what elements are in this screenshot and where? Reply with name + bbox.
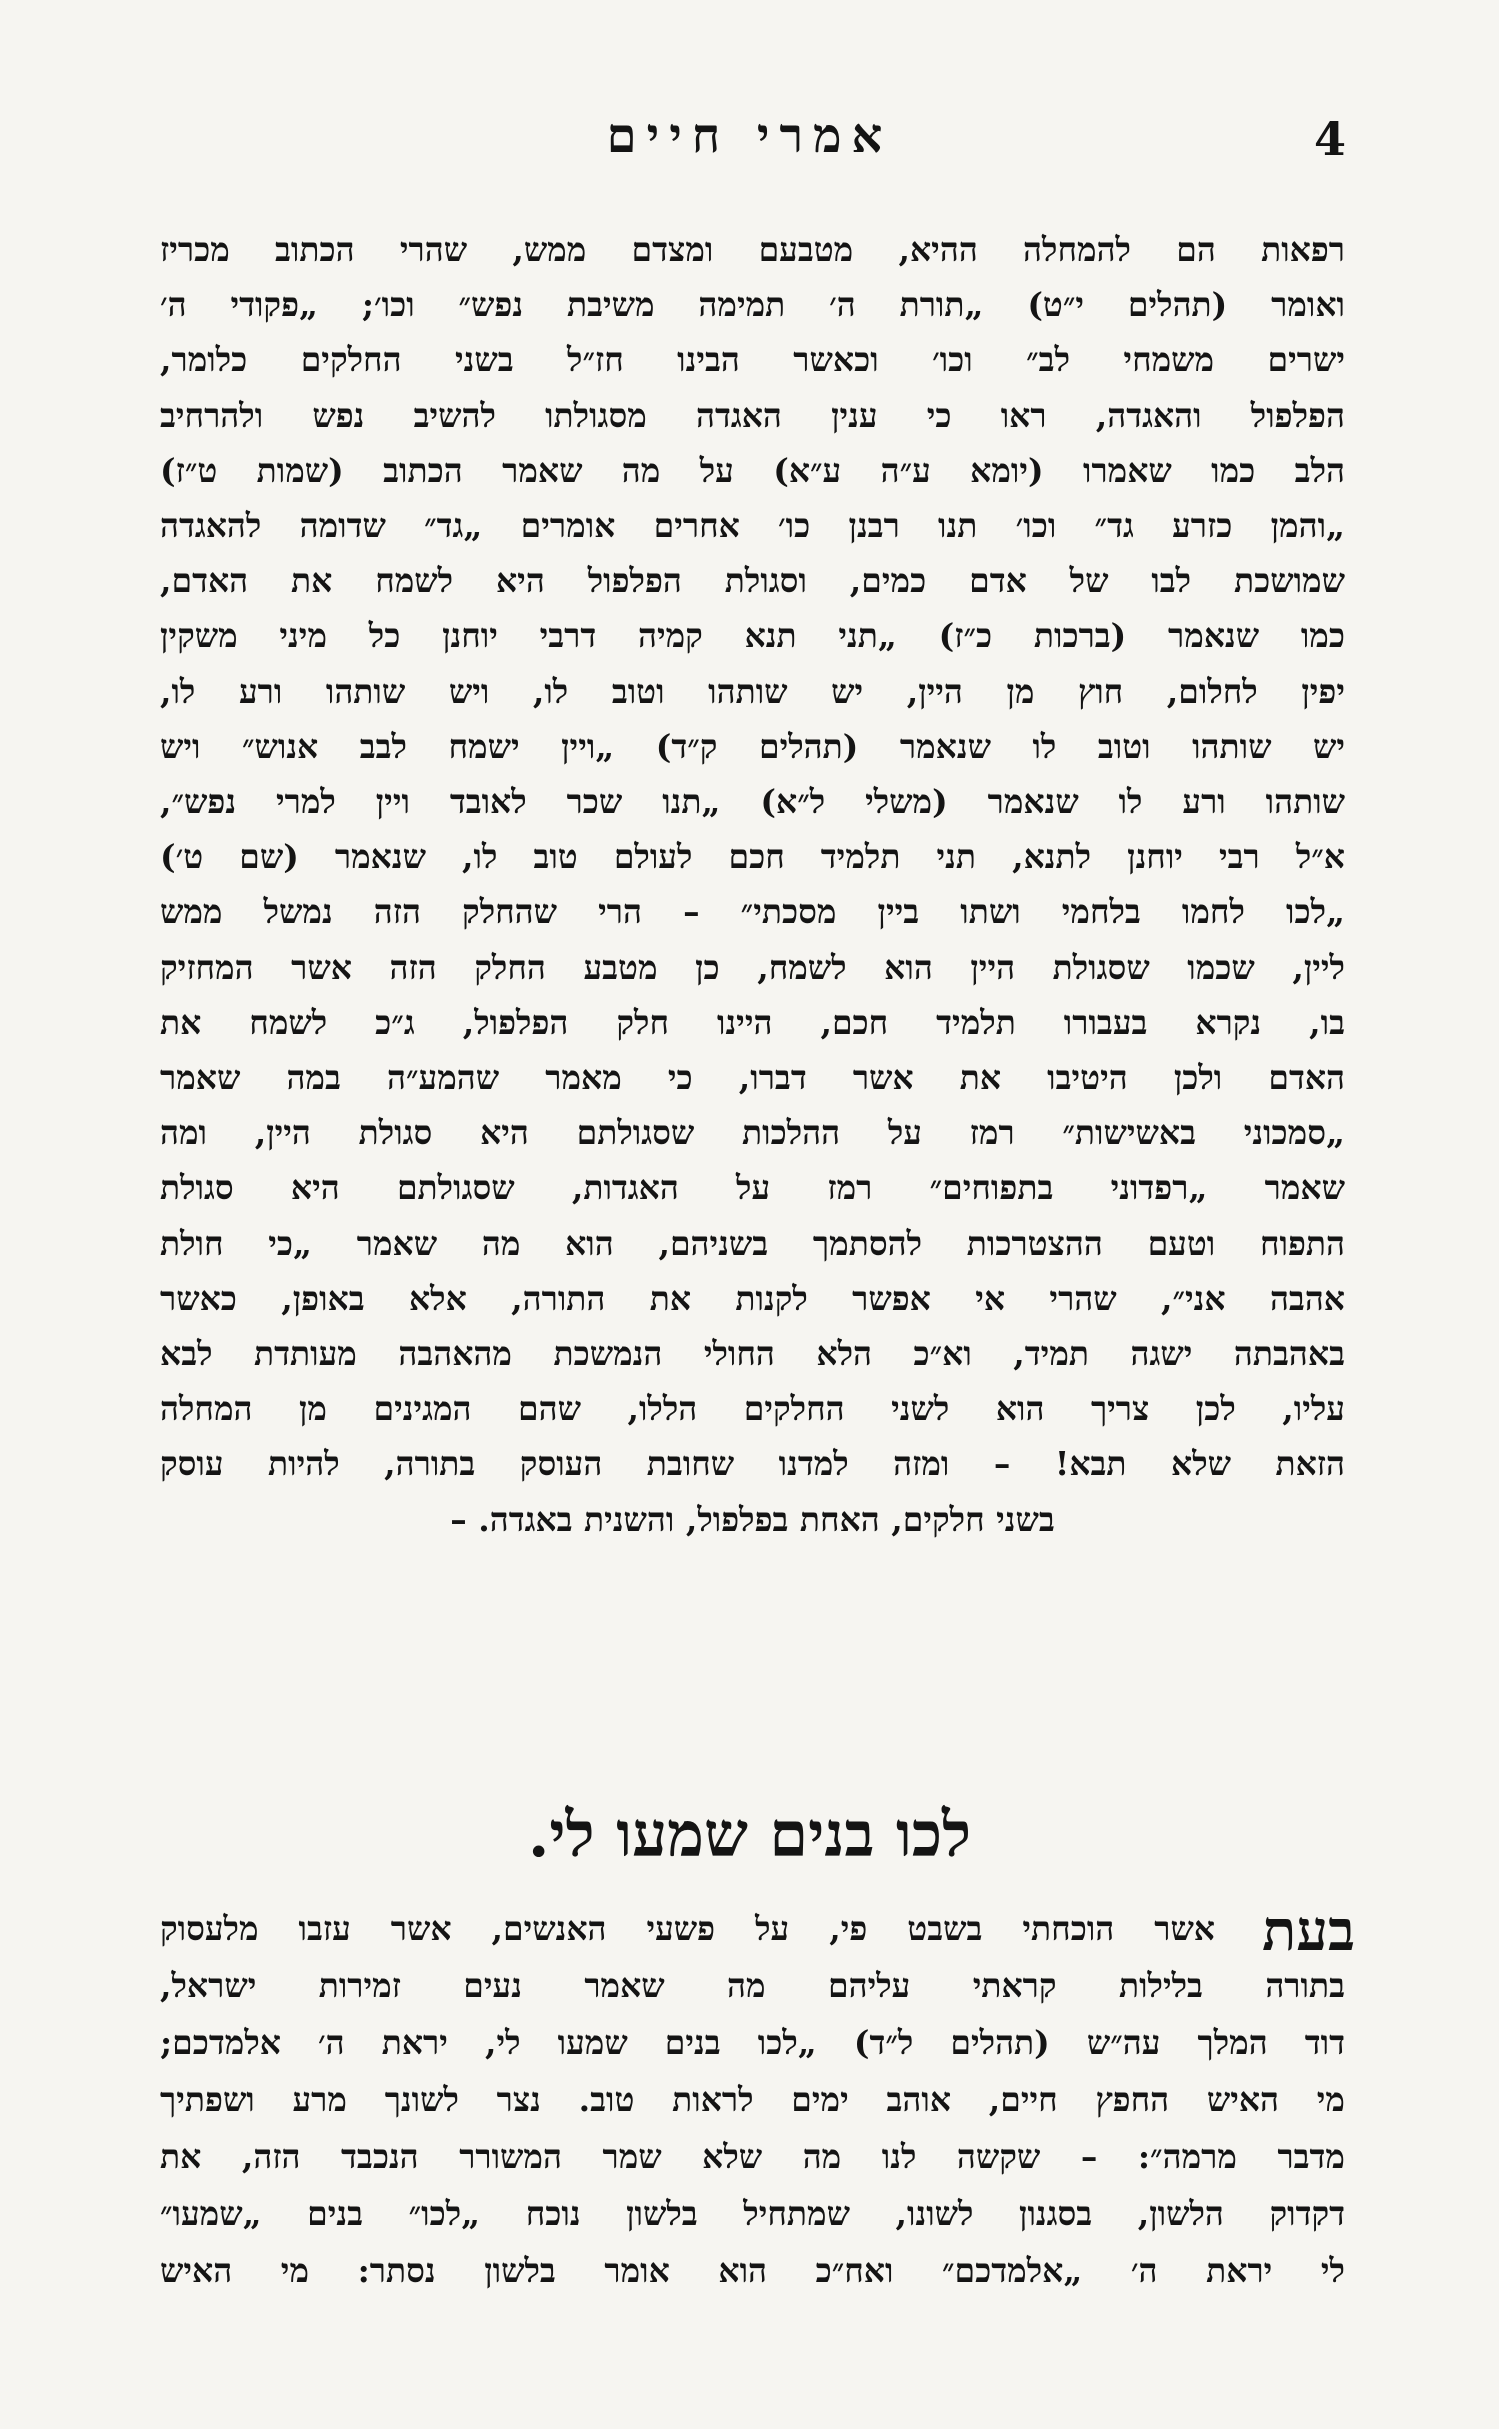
- text-line: כמו שנאמר (ברכות כ״ז) „תני תנא קמיה דרבי יוחנן כל מיני משקין: [160, 616, 1345, 656]
- running-header-title: אמרי חיים: [606, 108, 893, 164]
- text-line: הזאת שלא תבא! – ומזה למדנו שחובת העוסק בתורה, להיות עוסק: [160, 1444, 1345, 1484]
- text-line: רפאות הם להמחלה ההיא, מטבעם ומצדם ממש, שהרי הכתוב מכריז: [160, 230, 1345, 269]
- text-line: יפין לחלום, חוץ מן היין, יש שותהו וטוב לו, ויש שותהו ורע לו,: [160, 671, 1345, 711]
- text-line: האדם ולכן היטיבו את אשר דברו, כי מאמר שהמע״ה במה שאמר: [160, 1058, 1345, 1098]
- text-line: „סמכוני באשישות״ רמז על ההלכות שסגולתם היא סגולת היין, ומה: [160, 1113, 1345, 1153]
- text-line: מדבר מרמה״: – שקשה לנו מה שלא שמר המשורר הנכבד הזה, את: [160, 2137, 1345, 2176]
- text-line: יש שותהו וטוב לו שנאמר (תהלים ק״ד) „ויין ישמח לבב אנוש״ ויש: [160, 726, 1345, 766]
- text-line: שותהו ורע לו שנאמר (משלי ל״א) „תנו שכר לאובד ויין למרי נפש״,: [160, 782, 1345, 822]
- body-paragraph-2: [160, 1900, 1345, 2299]
- text-line: ישרים משמחי לב״ וכו׳ וכאשר הבינו חז״ל בשני החלקים כלומר,: [160, 340, 1345, 380]
- text-line: אשר הוכחתי בשבט פי, על פשעי האנשים, אשר עזבו מלעסוק: [160, 1909, 1215, 1948]
- text-line: שאמר „רפדוני בתפוחים״ רמז על האגדות, שסגולתם היא סגולת: [160, 1168, 1345, 1208]
- text-line: „והמן כזרע גד״ וכו׳ תנו רבנן כו׳ אחרים אומרים „גד״ שדומה להאגדה: [160, 506, 1345, 546]
- text-line: מי האיש החפץ חיים, אוהב ימים לראות טוב. נצר לשונך מרע ושפתיך: [160, 2080, 1345, 2119]
- body-paragraph-1: [160, 222, 1345, 1547]
- text-line: שמושכת לבו של אדם כמים, וסגולת הפלפול היא לשמח את האדם,: [160, 561, 1345, 601]
- text-line: הפלפול והאגדה, ראו כי ענין האגדה מסגולתו להשיב נפש ולהרחיב: [160, 395, 1345, 435]
- text-line: א״ל רבי יוחנן לתנא, תני תלמיד חכם לעולם טוב לו, שנאמר (שם ט׳): [160, 837, 1345, 877]
- text-line: התפוח וטעם ההצטרכות להסתמך בשניהם, הוא מה שאמר „כי חולת: [160, 1223, 1345, 1263]
- text-line: לי יראת ה׳ „אלמדכם״ ואח״כ הוא אומר בלשון נסתר: מי האיש: [160, 2251, 1345, 2290]
- text-line: באהבתה ישגה תמיד, וא״כ הלא החולי הנמשכת מהאהבה מעותדת לבא: [160, 1334, 1345, 1374]
- opening-word: בעת: [1262, 1898, 1355, 1964]
- text-line: עליו, לכן צריך הוא לשני החלקים הללו, שהם המגינים מן המחלה: [160, 1389, 1345, 1429]
- text-line: בשני חלקים, האחת בפלפול, והשנית באגדה. –: [450, 1499, 1055, 1539]
- text-line: „לכו לחמו בלחמי ושתו ביין מסכתי״ – הרי שהחלק הזה נמשל ממש: [160, 892, 1345, 932]
- section-heading: לכו בנים שמעו לי.: [527, 1798, 972, 1871]
- text-line: בו, נקרא בעבורו תלמיד חכם, היינו חלק הפלפול, ג״כ לשמח את: [160, 1002, 1345, 1042]
- text-line: הלב כמו שאמרו (יומא ע״ה ע״א) על מה שאמר הכתוב (שמות ט״ז): [160, 450, 1345, 490]
- page-number: 4: [1314, 112, 1347, 166]
- text-line: דקדוק הלשון, בסגנון לשונו, שמתחיל בלשון נוכח „לכו״ בנים „שמעו״: [160, 2194, 1345, 2233]
- text-line: ואומר (תהלים י״ט) „תורת ה׳ תמימה משיבת נפש״ וכו׳; „פקודי ה׳: [160, 285, 1345, 325]
- text-line: ליין, שכמו שסגולת היין הוא לשמח, כן מטבע החלק הזה אשר המחזיק: [160, 947, 1345, 987]
- text-line: דוד המלך עה״ש (תהלים ל״ד) „לכו בנים שמעו לי, יראת ה׳ אלמדכם;: [160, 2023, 1345, 2062]
- text-line: אהבה אני״, שהרי אי אפשר לקנות את התורה, אלא באופן, כאשר: [160, 1278, 1345, 1318]
- text-line: בתורה בלילות קראתי עליהם מה שאמר נעים זמירות ישראל,: [160, 1966, 1345, 2005]
